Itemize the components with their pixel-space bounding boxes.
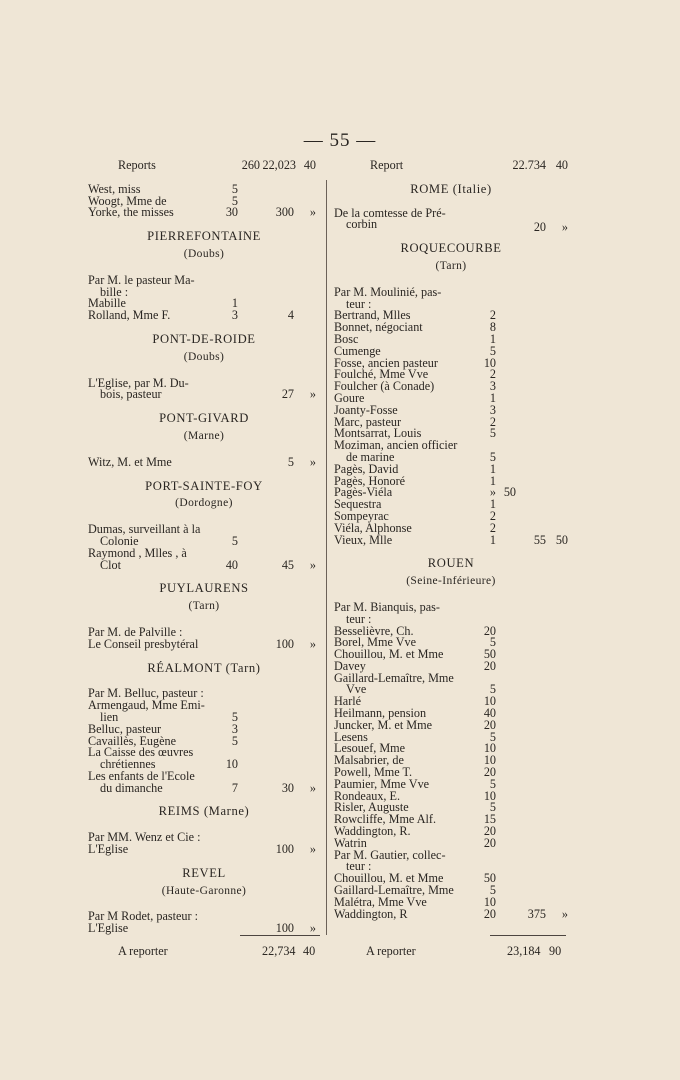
section-title: REVEL (182, 865, 226, 880)
donor-amount: 20 (483, 623, 496, 638)
donor-amount: 7 (231, 780, 238, 795)
section-title: ROQUECOURBE (400, 241, 502, 256)
section-cents: » (309, 557, 316, 572)
donor-amount: 2 (489, 520, 496, 535)
donor-amount: 5 (489, 883, 496, 898)
intro-text: Par M. Belluc, pasteur : (88, 686, 204, 701)
donor-name: chrétiennes (100, 757, 156, 772)
section-total: 4 (287, 308, 294, 323)
report-cents: 40 (555, 158, 568, 172)
carry-forward-cents: 40 (303, 944, 316, 958)
donor-name: Powell, Mme T. (334, 765, 413, 780)
donor-amount: 20 (483, 824, 496, 839)
donor-name: Clot (100, 557, 121, 572)
donor-amount: 20 (483, 906, 496, 921)
section-total: 100 (275, 842, 294, 857)
donor-name: L'Eglise (88, 921, 129, 936)
donor-name: Pagès, Honoré (334, 473, 406, 488)
carry-forward-label: A reporter (366, 944, 416, 958)
section-region: (Seine-Inférieure) (406, 575, 496, 588)
donor-name: Sequestra (334, 497, 382, 512)
list-item (88, 557, 320, 572)
donor-amount: 3 (231, 308, 238, 323)
donor-amount: 5 (489, 343, 496, 358)
section-title: REIMS (Marne) (158, 804, 250, 819)
donor-name: de marine (346, 449, 395, 464)
donor-name: lien (100, 709, 119, 724)
carry-forward-total: 23,184 (507, 944, 541, 958)
list-item (88, 700, 320, 712)
list-item (88, 636, 320, 651)
donor-name: Waddington, R. (334, 824, 411, 839)
list-item (88, 207, 320, 219)
donor-name: Pagès-Viéla (334, 485, 393, 500)
donor-amount: 10 (483, 788, 496, 803)
report-label: Report (370, 158, 404, 172)
donor-name: Paumier, Mme Vve (334, 776, 430, 791)
intro-text: teur : (346, 611, 372, 626)
section-total: 300 (275, 205, 294, 220)
section-region: (Marne) (183, 429, 225, 442)
donor-name: Risler, Auguste (334, 800, 409, 815)
section-title: ROUEN (427, 556, 475, 571)
section-region: (Haute-Garonne) (161, 884, 247, 897)
donor-amount: 1 (489, 532, 496, 547)
list-item (88, 844, 320, 856)
donor-name: Lesouef, Mme (334, 741, 406, 756)
section-total: 55 (533, 532, 546, 547)
donor-name: Woogt, Mme de (88, 193, 167, 208)
list-item (88, 923, 320, 935)
section-cents: » (309, 842, 316, 857)
list-item (334, 649, 568, 661)
donor-name: Joanty-Fosse (334, 402, 398, 417)
intro-text: Par M Rodet, pasteur : (88, 909, 199, 924)
donor-amount: 5 (489, 635, 496, 650)
donor-name: West, miss (88, 181, 141, 196)
intro-text: teur : (346, 296, 372, 311)
donor-name: du dimanche (100, 780, 163, 795)
donor-name: Sompeyrac (334, 508, 389, 523)
section-cents: » (309, 921, 316, 936)
section-total: 375 (527, 906, 546, 921)
donor-amount: 1 (489, 390, 496, 405)
donor-name: De la comtesse de Pré- (334, 205, 446, 220)
donor-amount: 5 (231, 533, 238, 548)
donor-name: Davey (334, 658, 366, 673)
section-cents: » (561, 906, 568, 921)
donor-amount: 20 (483, 835, 496, 850)
right-column (334, 160, 568, 920)
donor-name: corbin (346, 217, 378, 232)
list-item (334, 532, 568, 547)
left-column (88, 160, 320, 935)
donor-name: Fosse, ancien pasteur (334, 355, 438, 370)
section-total: 100 (275, 636, 294, 651)
donor-name: Heilmann, pension (334, 706, 427, 721)
donor-name: L'Eglise (88, 842, 129, 857)
donor-amount: 50 (483, 647, 496, 662)
donor-amount: 10 (225, 757, 238, 772)
reports-count: 260 (241, 158, 260, 172)
donor-name: Cavaillès, Eugène (88, 733, 176, 748)
list-item (334, 217, 568, 235)
section-total: 45 (281, 557, 294, 572)
donor-name: Armengaud, Mme Emi- (88, 698, 205, 713)
donor-amount: 10 (483, 894, 496, 909)
donor-amount: 5 (489, 729, 496, 744)
donor-amount: 5 (231, 181, 238, 196)
donor-amount: 3 (231, 721, 238, 736)
donor-name: Lesens (334, 729, 368, 744)
donor-name: Rondeaux, E. (334, 788, 401, 803)
donor-amount: 10 (483, 741, 496, 756)
donor-amount: 40 (225, 557, 238, 572)
donor-name: Goure (334, 390, 365, 405)
list-item (88, 780, 320, 795)
donor-amount: 40 (483, 706, 496, 721)
donor-amount: 2 (489, 414, 496, 429)
reports-cents: 40 (303, 158, 316, 172)
intro-text: bille : (100, 284, 129, 299)
section-total: 30 (281, 780, 294, 795)
donor-amount: 20 (483, 658, 496, 673)
donor-amount: 10 (483, 694, 496, 709)
list-item (334, 322, 568, 334)
donor-name: Viéla, Alphonse (334, 520, 412, 535)
donor-amount: 1 (489, 461, 496, 476)
report-total: 22.734 (512, 158, 546, 172)
donor-name: Colonie (100, 533, 139, 548)
donor-amount: 5 (231, 193, 238, 208)
list-item (334, 670, 568, 685)
donor-name: Raymond , Mlles , à (88, 545, 187, 560)
intro-text: Par M. Bianquis, pas- (334, 599, 440, 614)
donor-amount: 15 (483, 812, 496, 827)
donor-name: Malsabrier, de (334, 753, 404, 768)
donor-amount: 3 (489, 379, 496, 394)
section-region: (Doubs) (183, 350, 225, 363)
donor-name: Marc, pasteur (334, 414, 402, 429)
donor-amount: 1 (489, 497, 496, 512)
donor-name: La Caisse des œuvres (88, 745, 194, 760)
donor-name: Vieux, Mlle (334, 532, 393, 547)
donor-name: Montsarrat, Louis (334, 426, 422, 441)
section-title: PONT-DE-ROIDE (152, 331, 256, 346)
donor-amount: 20 (483, 717, 496, 732)
donor-cents: 50 (503, 485, 516, 500)
donor-name: Pagès, David (334, 461, 399, 476)
carried-forward-row (334, 160, 568, 172)
donor-amount: 50 (483, 871, 496, 886)
section-title: PUYLAURENS (159, 581, 249, 596)
donor-name: Foulcher (à Conade) (334, 379, 435, 394)
reports-total: 22,023 (262, 158, 296, 172)
donor-amount: 5 (489, 449, 496, 464)
donor-name: Bosc (334, 331, 359, 346)
list-item (334, 717, 568, 732)
section-total: 20 (533, 220, 546, 235)
section-title: PORT-SAINTE-FOY (145, 478, 263, 493)
section-region: (Tarn) (435, 259, 467, 272)
section-region: (Doubs) (183, 247, 225, 260)
section-title: PIERREFONTAINE (147, 229, 261, 244)
carried-forward-row (88, 160, 320, 172)
donor-name: Mabille (88, 296, 126, 311)
donor-amount: 2 (489, 508, 496, 523)
section-region: (Tarn) (188, 600, 220, 613)
intro-text: Par M. le pasteur Ma- (88, 272, 195, 287)
list-item (334, 826, 568, 838)
donor-name: teur : (346, 859, 372, 874)
list-item (88, 389, 320, 401)
section-cents: » (309, 205, 316, 220)
section-cents: » (309, 636, 316, 651)
donor-name: Par M. Gautier, collec- (334, 847, 446, 862)
section-total: 27 (281, 387, 294, 402)
carry-forward-total: 22,734 (262, 944, 296, 958)
donor-name: Malétra, Mme Vve (334, 894, 427, 909)
donor-name: bois, pasteur (100, 387, 162, 402)
donor-name: Rowcliffe, Mme Alf. (334, 812, 436, 827)
donor-amount: 2 (489, 308, 496, 323)
section-total: 5 (287, 454, 294, 469)
section-cents: » (309, 387, 316, 402)
intro-text: Par M. de Palville : (88, 624, 183, 639)
donor-amount: 5 (489, 682, 496, 697)
donor-amount: 8 (489, 320, 496, 335)
donor-name: Harlé (334, 694, 362, 709)
donor-name: Gaillard-Lemaître, Mme (334, 670, 454, 685)
donor-name: Witz, M. et Mme (88, 454, 172, 469)
donor-name: Yorke, the misses (88, 205, 174, 220)
page-number: — 55 — (303, 130, 377, 151)
total-rule (490, 935, 566, 936)
donor-amount: 10 (483, 355, 496, 370)
section-cents: » (309, 780, 316, 795)
donor-name: Waddington, R (334, 906, 408, 921)
list-item (88, 454, 320, 469)
donor-name: Moziman, ancien officier (334, 438, 458, 453)
donor-name: Gaillard-Lemaître, Mme (334, 883, 454, 898)
donor-name: Chouillou, M. et Mme (334, 871, 444, 886)
donor-name: Juncker, M. et Mme (334, 717, 433, 732)
intro-text: Par MM. Wenz et Cie : (88, 830, 201, 845)
section-region: (Dordogne) (175, 497, 233, 510)
donor-name: Cumenge (334, 343, 381, 358)
donor-name: L'Eglise, par M. Du- (88, 375, 189, 390)
donor-amount: 5 (489, 426, 496, 441)
intro-text: Par M. Moulinié, pas- (334, 284, 442, 299)
roquecourbe-list (334, 310, 568, 546)
section-total: 100 (275, 921, 294, 936)
carry-forward-label: A reporter (118, 944, 168, 958)
list-item (88, 310, 320, 322)
donor-amount: 30 (225, 205, 238, 220)
column-divider (326, 180, 327, 935)
donor-name: Rolland, Mme F. (88, 308, 171, 323)
donor-amount: 10 (483, 753, 496, 768)
donor-amount: » (489, 485, 496, 500)
total-rule (240, 935, 320, 936)
donor-name: Bonnet, négociant (334, 320, 423, 335)
section-title: ROME (Italie) (410, 181, 492, 196)
donor-name: Dumas, surveillant à la (88, 522, 201, 537)
donor-name: Belluc, pasteur (88, 721, 162, 736)
donor-name: Les enfants de l'Ecole (88, 768, 195, 783)
donor-amount: 2 (489, 367, 496, 382)
donor-amount: 1 (489, 473, 496, 488)
donor-name: Bertrand, Mlles (334, 308, 411, 323)
donor-amount: 1 (231, 296, 238, 311)
list-item (334, 906, 568, 921)
section-cents: 50 (555, 532, 568, 547)
donor-name: Le Conseil presbytéral (88, 636, 199, 651)
donor-amount: 20 (483, 765, 496, 780)
donor-name: Foulché, Mme Vve (334, 367, 429, 382)
list-item (334, 381, 568, 393)
reports-label: Reports (118, 158, 156, 172)
donor-amount: 5 (231, 733, 238, 748)
donor-name: Borel, Mme Vve (334, 635, 417, 650)
donor-amount: 1 (489, 331, 496, 346)
list-item (334, 684, 568, 696)
donor-name: Besselièvre, Ch. (334, 623, 414, 638)
donor-amount: 5 (489, 800, 496, 815)
donor-name: Chouillou, M. et Mme (334, 647, 444, 662)
donor-amount: 5 (231, 709, 238, 724)
section-title: PONT-GIVARD (159, 411, 249, 426)
donor-amount: 5 (489, 776, 496, 791)
section-title: RÉALMONT (Tarn) (147, 660, 261, 675)
carry-forward-cents: 90 (549, 944, 562, 958)
rouen-list (334, 623, 568, 921)
donor-name: Vve (346, 682, 367, 697)
donor-name: Watrin (334, 835, 367, 850)
donor-amount: 3 (489, 402, 496, 417)
section-cents: » (561, 220, 568, 235)
section-cents: » (309, 454, 316, 469)
